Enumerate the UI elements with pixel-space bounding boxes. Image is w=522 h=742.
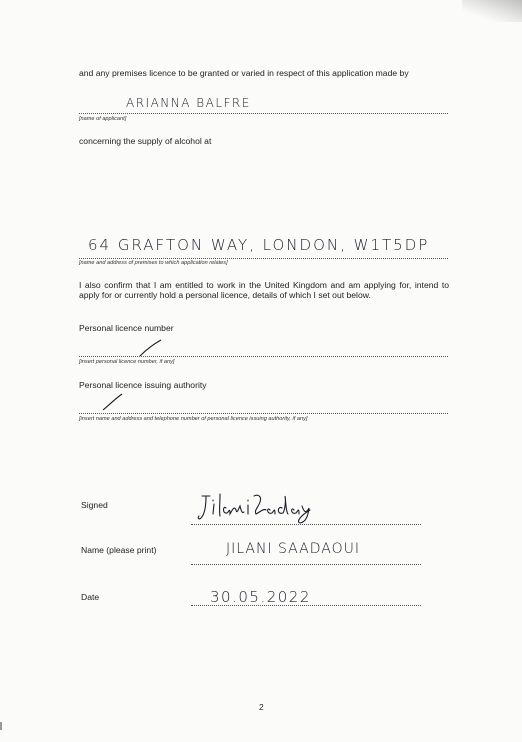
intro-paragraph: and any premises licence to be granted or varied in respect of this application made by	[79, 68, 409, 78]
applicant-dotted-line	[79, 113, 448, 114]
licence-number-dotted-line	[79, 356, 448, 357]
signature-dotted-line	[191, 524, 421, 525]
applicant-hint: [name of applicant]	[79, 116, 127, 122]
premises-dotted-line	[79, 258, 448, 259]
handwritten-slash-mark	[138, 338, 164, 358]
handwritten-premises-address: 64 GRAFTON WAY, LONDON, W1T5DP	[88, 236, 430, 254]
handwritten-printed-name: JILANI SAADAOUI	[226, 541, 360, 557]
printed-name-label: Name (please print)	[81, 545, 157, 555]
date-label: Date	[81, 592, 100, 602]
confirmation-paragraph: I also confirm that I am entitled to work in the United Kingdom and am applying for, intend to apply for or currently hold a personal licence, details of which I set out below.	[79, 280, 449, 301]
issuing-authority-label: Personal licence issuing authority	[79, 380, 207, 390]
signed-label: Signed	[81, 500, 108, 510]
handwritten-date: 30.05.2022	[210, 588, 311, 606]
date-dotted-line	[191, 605, 421, 606]
authority-hint: [insert name and address and telephone number of personal licence issuing authority, if any]	[79, 416, 308, 422]
premises-hint: [name and address of premises to which application relates]	[79, 260, 228, 266]
page-number: 2	[259, 702, 264, 712]
handwritten-applicant-name: ARIANNA BALFRE	[126, 96, 251, 110]
handwritten-slash-mark-2	[101, 392, 125, 412]
personal-licence-number-label: Personal licence number	[79, 323, 174, 333]
supply-text: concerning the supply of alcohol at	[79, 136, 212, 146]
name-dotted-line	[191, 564, 421, 565]
authority-dotted-line	[79, 413, 448, 414]
handwritten-signature	[196, 490, 336, 526]
page-corner-shadow	[462, 0, 522, 22]
scan-speck	[0, 722, 2, 730]
licence-number-hint: [insert personal licence number, if any]	[79, 359, 175, 365]
